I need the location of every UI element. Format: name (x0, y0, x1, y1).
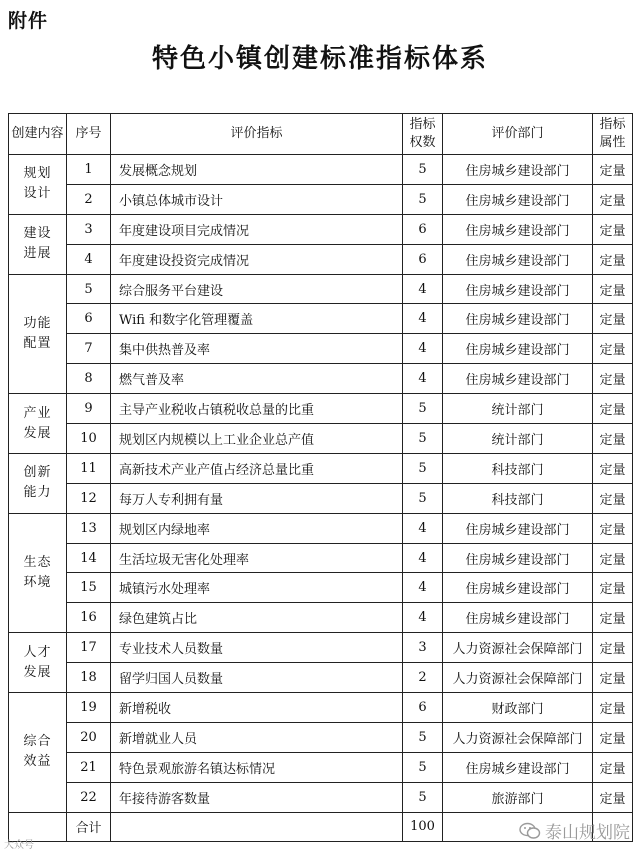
department-cell: 财政部门 (443, 693, 593, 723)
row-number-cell: 14 (67, 543, 111, 573)
indicator-cell: 综合服务平台建设 (111, 274, 403, 304)
indicator-cell: 年接待游客数量 (111, 782, 403, 812)
indicator-cell: 高新技术产业产值占经济总量比重 (111, 453, 403, 483)
watermark-text: 泰山规划院 (545, 823, 630, 843)
attribute-cell: 定量 (593, 155, 633, 185)
indicator-cell: 新增税收 (111, 693, 403, 723)
indicator-cell: 燃气普及率 (111, 364, 403, 394)
table-row (9, 573, 633, 603)
table-row (9, 304, 633, 334)
attribute-cell: 定量 (593, 184, 633, 214)
department-cell: 住房城乡建设部门 (443, 244, 593, 274)
department-cell: 人力资源社会保障部门 (443, 722, 593, 752)
attribute-cell: 定量 (593, 513, 633, 543)
attribute-cell: 定量 (593, 782, 633, 812)
col-header-content: 创建内容 (9, 114, 67, 155)
table-row (9, 364, 633, 394)
col-header-indicator: 评价指标 (111, 114, 403, 155)
indicator-cell: 发展概念规划 (111, 155, 403, 185)
indicator-cell: 新增就业人员 (111, 722, 403, 752)
attribute-cell: 定量 (593, 304, 633, 334)
weight-cell: 2 (403, 663, 443, 693)
row-number-cell: 7 (67, 334, 111, 364)
table-row (9, 693, 633, 723)
table-row (9, 394, 633, 424)
table-row (9, 603, 633, 633)
document-title: 特色小镇创建标准指标体系 (151, 44, 488, 74)
indicator-cell: 绿色建筑占比 (111, 603, 403, 633)
indicator-cell: 特色景观旅游名镇达标情况 (111, 752, 403, 782)
department-cell: 住房城乡建设部门 (443, 513, 593, 543)
indicator-cell: 年度建设投资完成情况 (111, 244, 403, 274)
table-row (9, 483, 633, 513)
row-number-cell: 22 (67, 782, 111, 812)
weight-cell: 4 (403, 274, 443, 304)
total-weight: 100 (403, 812, 443, 841)
group-name-cell: 建设 进展 (9, 214, 67, 274)
indicator-table (8, 113, 633, 842)
row-number-cell: 4 (67, 244, 111, 274)
footer-mark: 大众号 (4, 840, 34, 851)
attribute-cell: 定量 (593, 364, 633, 394)
table-row (9, 752, 633, 782)
weight-cell: 4 (403, 573, 443, 603)
table-row (9, 663, 633, 693)
weight-cell: 5 (403, 184, 443, 214)
weight-cell: 4 (403, 364, 443, 394)
attribute-cell: 定量 (593, 633, 633, 663)
row-number-cell: 13 (67, 513, 111, 543)
row-number-cell: 19 (67, 693, 111, 723)
group-name-cell: 产业 发展 (9, 394, 67, 454)
attribute-cell: 定量 (593, 214, 633, 244)
row-number-cell: 10 (67, 424, 111, 454)
table-row (9, 244, 633, 274)
col-header-dept: 评价部门 (443, 114, 593, 155)
attachment-label: 附件 (8, 10, 49, 32)
watermark (519, 818, 630, 843)
department-cell: 住房城乡建设部门 (443, 334, 593, 364)
indicator-cell: 每万人专利拥有量 (111, 483, 403, 513)
weight-cell: 5 (403, 752, 443, 782)
row-number-cell: 18 (67, 663, 111, 693)
indicator-cell: 生活垃圾无害化处理率 (111, 543, 403, 573)
weight-cell: 4 (403, 334, 443, 364)
indicator-cell: 小镇总体城市设计 (111, 184, 403, 214)
weight-cell: 4 (403, 304, 443, 334)
col-header-attr: 指标属性 (593, 114, 633, 155)
department-cell: 人力资源社会保障部门 (443, 633, 593, 663)
weight-cell: 5 (403, 155, 443, 185)
attribute-cell: 定量 (593, 752, 633, 782)
row-number-cell: 17 (67, 633, 111, 663)
table-body (9, 155, 633, 813)
table-row (9, 155, 633, 185)
weight-cell: 5 (403, 394, 443, 424)
table-row (9, 424, 633, 454)
weight-cell: 4 (403, 603, 443, 633)
table-row (9, 782, 633, 812)
row-number-cell: 3 (67, 214, 111, 244)
table-row (9, 274, 633, 304)
department-cell: 住房城乡建设部门 (443, 274, 593, 304)
group-name-cell: 人才 发展 (9, 633, 67, 693)
department-cell: 住房城乡建设部门 (443, 603, 593, 633)
row-number-cell: 20 (67, 722, 111, 752)
attribute-cell: 定量 (593, 453, 633, 483)
total-label: 合计 (67, 812, 111, 841)
row-number-cell: 2 (67, 184, 111, 214)
table-header-row (9, 114, 633, 155)
indicator-cell: 专业技术人员数量 (111, 633, 403, 663)
group-name-cell: 规划 设计 (9, 155, 67, 215)
row-number-cell: 11 (67, 453, 111, 483)
group-name-cell: 功能 配置 (9, 274, 67, 394)
row-number-cell: 6 (67, 304, 111, 334)
weight-cell: 3 (403, 633, 443, 663)
weight-cell: 4 (403, 513, 443, 543)
weight-cell: 5 (403, 453, 443, 483)
weight-cell: 6 (403, 693, 443, 723)
row-number-cell: 21 (67, 752, 111, 782)
table-row (9, 543, 633, 573)
indicator-cell: 城镇污水处理率 (111, 573, 403, 603)
table-row (9, 513, 633, 543)
department-cell: 住房城乡建设部门 (443, 364, 593, 394)
row-number-cell: 1 (67, 155, 111, 185)
attribute-cell: 定量 (593, 244, 633, 274)
indicator-cell: 规划区内绿地率 (111, 513, 403, 543)
table-row (9, 722, 633, 752)
col-header-no: 序号 (67, 114, 111, 155)
department-cell: 科技部门 (443, 483, 593, 513)
weight-cell: 5 (403, 722, 443, 752)
weight-cell: 5 (403, 424, 443, 454)
row-number-cell: 8 (67, 364, 111, 394)
row-number-cell: 12 (67, 483, 111, 513)
attribute-cell: 定量 (593, 483, 633, 513)
row-number-cell: 15 (67, 573, 111, 603)
table-row (9, 214, 633, 244)
indicator-cell: 主导产业税收占镇税收总量的比重 (111, 394, 403, 424)
row-number-cell: 5 (67, 274, 111, 304)
table-row (9, 633, 633, 663)
wechat-icon (519, 822, 541, 840)
department-cell: 住房城乡建设部门 (443, 304, 593, 334)
indicator-cell: 留学归国人员数量 (111, 663, 403, 693)
attribute-cell: 定量 (593, 693, 633, 723)
department-cell: 住房城乡建设部门 (443, 214, 593, 244)
group-name-cell: 综合 效益 (9, 693, 67, 813)
attribute-cell: 定量 (593, 603, 633, 633)
row-number-cell: 16 (67, 603, 111, 633)
group-name-cell: 创新 能力 (9, 453, 67, 513)
department-cell: 住房城乡建设部门 (443, 573, 593, 603)
indicator-cell: 集中供热普及率 (111, 334, 403, 364)
attribute-cell: 定量 (593, 394, 633, 424)
attribute-cell: 定量 (593, 573, 633, 603)
department-cell: 住房城乡建设部门 (443, 543, 593, 573)
table-row (9, 334, 633, 364)
weight-cell: 6 (403, 214, 443, 244)
total-empty-cell (111, 812, 403, 841)
attribute-cell: 定量 (593, 274, 633, 304)
attribute-cell: 定量 (593, 543, 633, 573)
attribute-cell: 定量 (593, 424, 633, 454)
col-header-weight: 指标权数 (403, 114, 443, 155)
attribute-cell: 定量 (593, 334, 633, 364)
weight-cell: 5 (403, 782, 443, 812)
indicator-cell: 规划区内规模以上工业企业总产值 (111, 424, 403, 454)
department-cell: 住房城乡建设部门 (443, 184, 593, 214)
department-cell: 旅游部门 (443, 782, 593, 812)
attribute-cell: 定量 (593, 722, 633, 752)
weight-cell: 5 (403, 483, 443, 513)
department-cell: 科技部门 (443, 453, 593, 483)
department-cell: 人力资源社会保障部门 (443, 663, 593, 693)
department-cell: 住房城乡建设部门 (443, 752, 593, 782)
group-name-cell: 生态 环境 (9, 513, 67, 633)
department-cell: 住房城乡建设部门 (443, 155, 593, 185)
indicator-cell: 年度建设项目完成情况 (111, 214, 403, 244)
weight-cell: 6 (403, 244, 443, 274)
row-number-cell: 9 (67, 394, 111, 424)
attribute-cell: 定量 (593, 663, 633, 693)
table-row (9, 453, 633, 483)
weight-cell: 4 (403, 543, 443, 573)
table-row (9, 184, 633, 214)
department-cell: 统计部门 (443, 424, 593, 454)
indicator-cell: Wifi 和数字化管理覆盖 (111, 304, 403, 334)
department-cell: 统计部门 (443, 394, 593, 424)
